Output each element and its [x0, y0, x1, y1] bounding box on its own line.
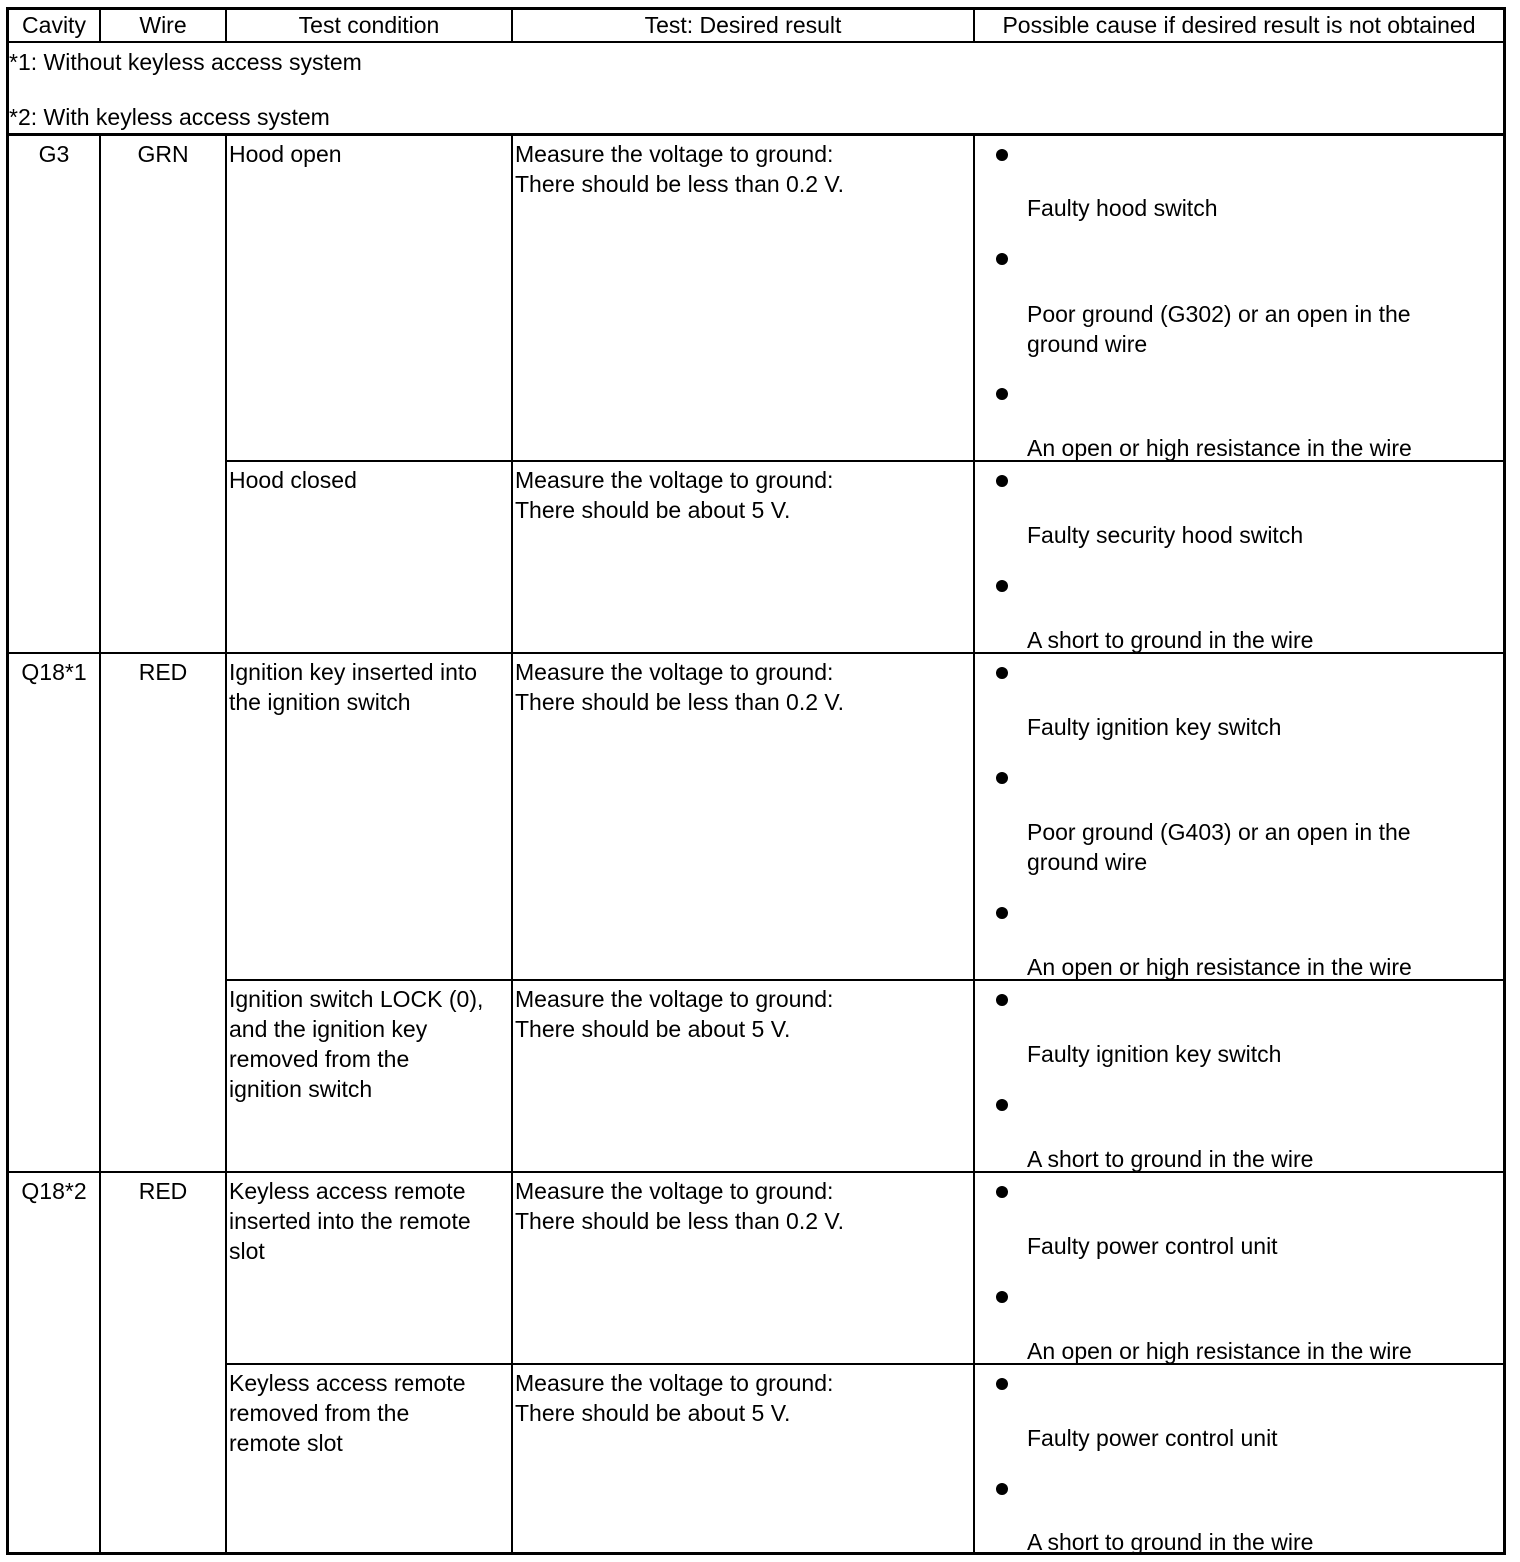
column-divider	[225, 7, 227, 41]
test-condition-cell: Ignition switch LOCK (0),	[229, 986, 484, 1012]
bullet-icon	[996, 149, 1008, 161]
possible-cause-item: A short to ground in the wire	[1027, 627, 1314, 653]
desired-result-line: Measure the voltage to ground:	[515, 1178, 834, 1204]
header-wire: Wire	[139, 12, 187, 38]
bullet-icon	[996, 1186, 1008, 1198]
desired-result-line: Measure the voltage to ground:	[515, 467, 834, 493]
possible-cause-item: Faulty ignition key switch	[1027, 714, 1282, 740]
possible-cause-item: An open or high resistance in the wire	[1027, 1338, 1412, 1364]
possible-cause-item: Faulty hood switch	[1027, 195, 1218, 221]
column-divider	[511, 7, 513, 41]
bullet-icon	[996, 1483, 1008, 1495]
cavity-cell: Q18*2	[21, 1178, 87, 1204]
test-condition-cell: Ignition key inserted into	[229, 659, 478, 685]
cavity-cell: G3	[38, 141, 70, 167]
bullet-icon	[996, 580, 1008, 592]
notes-divider	[6, 133, 1506, 136]
possible-cause-item: ground wire	[1027, 331, 1148, 357]
column-divider	[225, 134, 227, 1555]
desired-result-line: Measure the voltage to ground:	[515, 659, 834, 685]
note-with-keyless: *2: With keyless access system	[9, 104, 330, 130]
test-condition-cell: slot	[229, 1238, 265, 1264]
desired-result-line: Measure the voltage to ground:	[515, 1370, 834, 1396]
column-divider	[511, 134, 513, 1555]
desired-result-line: Measure the voltage to ground:	[515, 141, 834, 167]
bullet-icon	[996, 907, 1008, 919]
test-condition-cell: the ignition switch	[229, 689, 411, 715]
test-condition-cell: ignition switch	[229, 1076, 373, 1102]
connector-test-table	[6, 7, 1506, 1555]
test-condition-cell: removed from the	[229, 1046, 410, 1072]
desired-result-line: There should be about 5 V.	[515, 1016, 791, 1042]
test-condition-cell: inserted into the remote	[229, 1208, 471, 1234]
column-divider	[973, 134, 975, 1555]
bullet-icon	[996, 475, 1008, 487]
bullet-icon	[996, 667, 1008, 679]
column-divider	[99, 134, 101, 1555]
desired-result-line: There should be less than 0.2 V.	[515, 1208, 845, 1234]
test-condition-cell: Keyless access remote	[229, 1178, 466, 1204]
test-condition-cell: removed from the	[229, 1400, 410, 1426]
bullet-icon	[996, 772, 1008, 784]
column-divider	[99, 7, 101, 41]
possible-cause-item: An open or high resistance in the wire	[1027, 954, 1412, 980]
possible-cause-item: ground wire	[1027, 849, 1148, 875]
desired-result-line: Measure the voltage to ground:	[515, 986, 834, 1012]
possible-cause-item: A short to ground in the wire	[1027, 1529, 1314, 1555]
header-divider	[6, 41, 1506, 43]
possible-cause-item: Poor ground (G302) or an open in the	[1027, 301, 1411, 327]
wire-color-cell: RED	[138, 659, 188, 685]
header-test-condition: Test condition	[298, 12, 440, 38]
possible-cause-item: A short to ground in the wire	[1027, 1146, 1314, 1172]
possible-cause-item: Faulty security hood switch	[1027, 522, 1304, 548]
column-divider	[973, 7, 975, 41]
desired-result-line: There should be about 5 V.	[515, 1400, 791, 1426]
test-condition-cell: remote slot	[229, 1430, 343, 1456]
cavity-cell: Q18*1	[21, 659, 87, 685]
test-condition-cell: Hood closed	[229, 467, 357, 493]
header-desired-result: Test: Desired result	[644, 12, 842, 38]
wire-color-cell: GRN	[137, 141, 189, 167]
bullet-icon	[996, 388, 1008, 400]
desired-result-line: There should be about 5 V.	[515, 497, 791, 523]
desired-result-line: There should be less than 0.2 V.	[515, 689, 845, 715]
possible-cause-item: An open or high resistance in the wire	[1027, 435, 1412, 461]
possible-cause-item: Faulty power control unit	[1027, 1425, 1278, 1451]
test-condition-cell: and the ignition key	[229, 1016, 428, 1042]
bullet-icon	[996, 1291, 1008, 1303]
header-possible-cause: Possible cause if desired result is not obtained	[1002, 12, 1476, 38]
note-without-keyless: *1: Without keyless access system	[9, 49, 362, 75]
bullet-icon	[996, 1099, 1008, 1111]
header-cavity: Cavity	[22, 12, 86, 38]
possible-cause-item: Poor ground (G403) or an open in the	[1027, 819, 1411, 845]
test-condition-cell: Hood open	[229, 141, 342, 167]
possible-cause-item: Faulty ignition key switch	[1027, 1041, 1282, 1067]
desired-result-line: There should be less than 0.2 V.	[515, 171, 845, 197]
bullet-icon	[996, 994, 1008, 1006]
wire-color-cell: RED	[138, 1178, 188, 1204]
test-condition-cell: Keyless access remote	[229, 1370, 466, 1396]
bullet-icon	[996, 1378, 1008, 1390]
bullet-icon	[996, 253, 1008, 265]
possible-cause-item: Faulty power control unit	[1027, 1233, 1278, 1259]
